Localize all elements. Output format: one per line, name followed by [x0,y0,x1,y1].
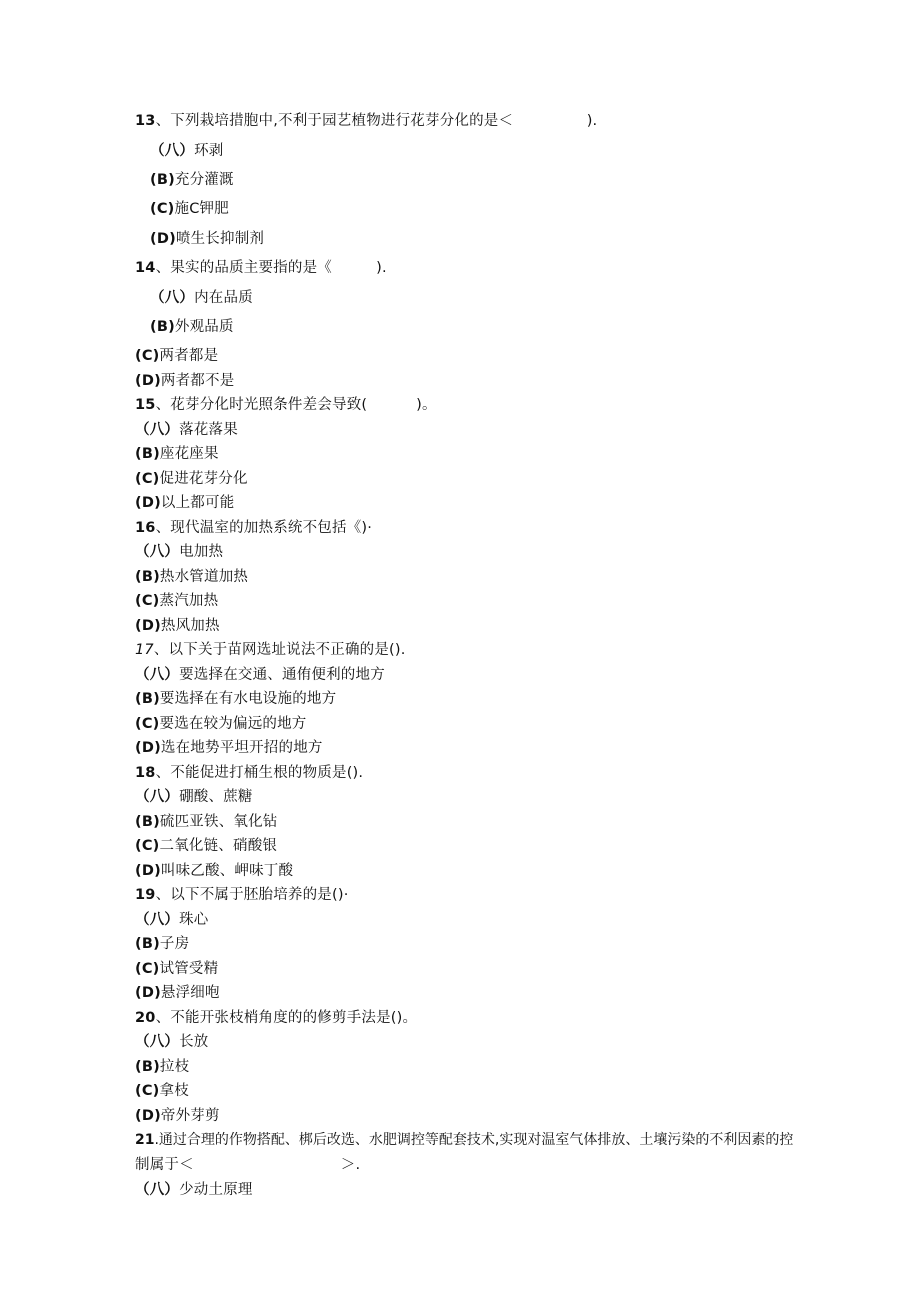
option-c [135,836,277,856]
option-text: 座花座果 [159,446,219,462]
option-label: （八） [135,1034,180,1050]
question-text: 、花芽分化时光照条件差会导致( )。 [155,397,437,413]
option-d [135,861,293,881]
question-number: 14 [135,260,156,276]
question-number: 17 [135,642,154,658]
option-text: 落花落果 [179,422,238,438]
option-c [135,469,248,489]
option-text: 试管受精 [159,961,219,977]
option-a [135,665,385,685]
option-b [150,170,234,190]
option-label: (C) [150,201,175,217]
option-c [135,714,307,734]
option-text: 少动土原理 [179,1182,253,1198]
option-b [135,812,278,832]
option-d [135,983,220,1003]
question-text: 、以下关于苗网选址说法不正确的是(). [153,642,406,658]
option-c [135,346,218,366]
option-label: (D) [135,740,161,756]
option-label: （八） [135,912,180,928]
option-text: 要选择在有水电设施的地方 [159,691,337,707]
question-19 [135,885,349,905]
option-text: 选在地势平坦开招的地方 [160,740,323,756]
question-20 [135,1008,417,1028]
option-label: (B) [135,936,160,952]
option-label: (B) [135,1059,160,1075]
option-label: (B) [150,319,175,335]
option-label: (B) [150,172,175,188]
option-a [135,542,223,562]
option-label: （八） [150,290,195,306]
question-13 [135,111,597,131]
option-label: (B) [135,446,160,462]
question-number: 16 [135,520,156,536]
option-a [135,910,209,930]
option-text: 硫匹亚铁、氧化钻 [159,814,278,830]
option-text: 长放 [179,1034,209,1050]
option-a [135,1180,253,1200]
option-label: （八） [150,143,195,159]
question-14 [135,258,387,278]
option-label: (D) [150,231,176,247]
option-c [135,959,218,979]
option-a [150,141,224,161]
option-text: 以上都可能 [160,495,235,511]
question-text: 、不能开张枝梢角度的的修剪手法是()。 [155,1010,418,1026]
option-text: 环剥 [194,143,224,159]
option-d [135,493,234,513]
option-label: (D) [135,1108,161,1124]
option-text: 促进花芽分化 [159,471,248,487]
option-label: (C) [135,716,160,732]
option-text: 热风加热 [160,618,220,634]
option-text: 帝外芽剪 [160,1108,220,1124]
option-label: (C) [135,1083,160,1099]
question-text-continued: 制属于＜ ＞. [135,1157,361,1173]
option-text: 电加热 [179,544,224,560]
option-label: (B) [135,569,160,585]
option-label: (C) [135,348,160,364]
option-label: (C) [135,961,160,977]
question-17 [135,640,406,660]
option-label: (D) [135,618,161,634]
option-text: 两者都是 [159,348,219,364]
question-number: 21 [135,1132,155,1148]
option-label: （八） [135,544,180,560]
option-text: 硼酸、蔗糖 [179,789,253,805]
option-label: (D) [135,985,161,1001]
option-text: 热水管道加热 [159,569,249,585]
option-text: 要选在较为偏远的地方 [159,716,307,732]
option-d [135,738,323,758]
question-21-continued [135,1155,360,1175]
question-21 [135,1130,793,1150]
option-label: （八） [135,1182,180,1198]
question-text: 、不能促进打桶生根的物质是(). [155,765,364,781]
option-label: (C) [135,593,160,609]
question-text: 、果实的品质主要指的是《 ). [155,260,387,276]
option-text: 拿枝 [159,1083,189,1099]
option-label: (D) [135,495,161,511]
option-b [135,1057,189,1077]
option-label: (B) [135,814,160,830]
question-number: 13 [135,113,156,129]
option-label: （八） [135,667,180,683]
option-label: (D) [135,863,161,879]
option-text: 拉枝 [159,1059,190,1075]
option-d [135,616,220,636]
question-text: .通过合理的作物搭配、梆后改选、水肥调控等配套技术,实现对温室气体排放、土壤污染的不利因素的控 [154,1132,794,1148]
option-b [135,689,336,709]
option-a [150,288,253,308]
option-text: 二氧化链、硝酸银 [159,838,278,854]
question-15 [135,395,437,415]
question-18 [135,763,363,783]
option-text: 叫味乙酸、岬味丁酸 [160,863,294,879]
option-text: 子房 [159,936,190,952]
question-text: 、以下不属于胚胎培养的是()· [155,887,349,903]
question-text: 、下列栽培措胞中,不利于园艺植物进行花芽分化的是＜ ). [155,113,598,129]
option-a [135,420,238,440]
question-number: 20 [135,1010,156,1026]
option-label: (C) [135,838,160,854]
option-text: 要选择在交通、通侑便利的地方 [179,667,385,683]
option-c [135,591,218,611]
option-text: 珠心 [179,912,209,928]
question-number: 19 [135,887,156,903]
option-label: （八） [135,422,180,438]
option-text: 蒸汽加热 [159,593,219,609]
option-text: 喷生长抑制剂 [175,231,265,247]
question-number: 15 [135,397,156,413]
option-text: 外观品质 [174,319,234,335]
option-d [135,371,234,391]
option-c [150,199,229,219]
option-label: (C) [135,471,160,487]
option-d [150,229,264,249]
option-text: 充分灌溉 [174,172,234,188]
option-label: (D) [135,373,161,389]
question-number: 18 [135,765,156,781]
question-16 [135,518,372,538]
option-text: 悬浮细咆 [160,985,220,1001]
option-c [135,1081,189,1101]
option-a [135,787,253,807]
option-text: 两者都不是 [160,373,235,389]
option-label: （八） [135,789,180,805]
option-a [135,1032,209,1052]
option-b [135,567,248,587]
option-b [135,934,189,954]
option-text: 内在品质 [194,290,253,306]
option-text: 施C钾肥 [174,201,229,217]
option-b [135,444,219,464]
question-text: 、现代温室的加热系统不包括《)· [155,520,373,536]
option-d [135,1106,220,1126]
option-label: (B) [135,691,160,707]
option-b [150,317,234,337]
